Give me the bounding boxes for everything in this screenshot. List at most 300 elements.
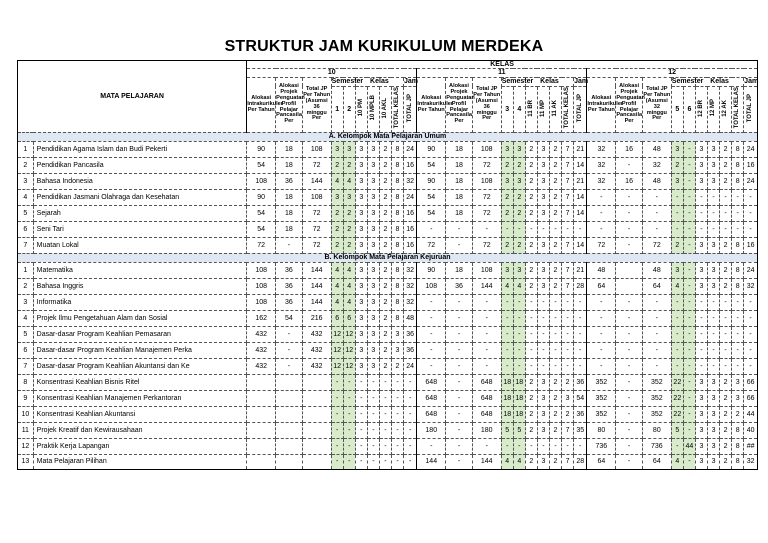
- table-cell: 8: [391, 157, 403, 173]
- table-cell: 108: [417, 278, 446, 294]
- table-cell: 72: [642, 237, 671, 253]
- table-cell: 32: [587, 141, 616, 157]
- table-cell: -: [720, 221, 732, 237]
- table-cell: -: [537, 438, 549, 454]
- table-cell: [276, 374, 303, 390]
- table-cell: 6: [343, 310, 355, 326]
- subject-name: Konsentrasi Keahlian Akuntansi: [33, 406, 247, 422]
- header-jam-12: Jam: [744, 78, 759, 86]
- table-cell: -: [446, 422, 473, 438]
- table-cell: -: [276, 326, 303, 342]
- table-cell: -: [525, 438, 537, 454]
- table-cell: -: [501, 358, 513, 374]
- row-number: 6: [18, 342, 34, 358]
- table-cell: 648: [472, 390, 501, 406]
- table-cell: -: [276, 358, 303, 374]
- table-cell: 90: [417, 262, 446, 278]
- table-cell: -: [367, 374, 379, 390]
- table-cell: 18: [276, 157, 303, 173]
- table-cell: 2: [549, 141, 561, 157]
- table-cell: 14: [574, 189, 587, 205]
- table-cell: -: [331, 438, 343, 454]
- table-cell: -: [707, 310, 719, 326]
- table-cell: 3: [343, 141, 355, 157]
- table-cell: 14: [574, 237, 587, 253]
- table-cell: 8: [391, 221, 403, 237]
- table-cell: -: [574, 342, 587, 358]
- table-cell: -: [355, 454, 367, 469]
- row-number: 3: [18, 173, 34, 189]
- table-cell: 32: [404, 173, 417, 189]
- table-cell: 3: [343, 189, 355, 205]
- table-cell: -: [446, 390, 473, 406]
- table-cell: -: [671, 310, 683, 326]
- table-cell: -: [446, 358, 473, 374]
- table-cell: -: [720, 310, 732, 326]
- table-cell: -: [732, 189, 744, 205]
- table-cell: [616, 262, 643, 278]
- table-cell: 18: [446, 205, 473, 221]
- table-cell: -: [513, 358, 525, 374]
- table-cell: 3: [695, 422, 707, 438]
- table-cell: 2: [525, 422, 537, 438]
- table-cell: -: [367, 438, 379, 454]
- table-cell: 7: [562, 189, 574, 205]
- header-col-12ak: [720, 86, 732, 132]
- row-number: 10: [18, 406, 34, 422]
- table-cell: 4: [331, 294, 343, 310]
- table-cell: 3: [367, 221, 379, 237]
- table-cell: 16: [744, 157, 758, 173]
- table-cell: -: [574, 358, 587, 374]
- table-cell: 3: [367, 310, 379, 326]
- table-cell: 3: [695, 454, 707, 469]
- table-cell: 6: [331, 310, 343, 326]
- table-cell: -: [501, 294, 513, 310]
- table-cell: 648: [417, 390, 446, 406]
- table-cell: [247, 422, 276, 438]
- header-12-br: 12 BR: [698, 99, 705, 117]
- table-cell: 648: [472, 406, 501, 422]
- table-cell: -: [720, 342, 732, 358]
- table-cell: 3: [707, 262, 719, 278]
- table-cell: 24: [404, 141, 417, 157]
- table-cell: 18: [276, 189, 303, 205]
- table-cell: 7: [562, 262, 574, 278]
- table-cell: 64: [642, 454, 671, 469]
- table-cell: 3: [367, 326, 379, 342]
- table-cell: -: [732, 358, 744, 374]
- row-number: 2: [18, 278, 34, 294]
- table-cell: 7: [562, 278, 574, 294]
- table-cell: 7: [562, 454, 574, 469]
- table-cell: -: [537, 358, 549, 374]
- table-row: [18, 189, 758, 205]
- table-cell: -: [525, 326, 537, 342]
- table-cell: 2: [720, 141, 732, 157]
- table-cell: 4: [671, 454, 683, 469]
- table-cell: 4: [331, 173, 343, 189]
- table-cell: -: [671, 342, 683, 358]
- table-cell: 8: [732, 454, 744, 469]
- table-cell: 3: [331, 141, 343, 157]
- header-col-11total: [562, 86, 574, 132]
- table-cell: -: [574, 310, 587, 326]
- table-cell: 108: [472, 173, 501, 189]
- table-cell: 2: [379, 262, 391, 278]
- table-cell: 432: [247, 342, 276, 358]
- table-cell: 36: [276, 262, 303, 278]
- table-cell: 2: [379, 221, 391, 237]
- table-cell: 44: [744, 406, 758, 422]
- table-cell: 2: [525, 278, 537, 294]
- table-cell: -: [707, 205, 719, 221]
- table-cell: 3: [367, 157, 379, 173]
- table-cell: -: [513, 310, 525, 326]
- table-cell: -: [695, 294, 707, 310]
- table-cell: -: [367, 390, 379, 406]
- subject-name: Pendidikan Agama Islam dan Budi Pekerti: [33, 141, 247, 157]
- table-cell: 7: [562, 422, 574, 438]
- table-cell: -: [683, 390, 695, 406]
- table-cell: 36: [276, 173, 303, 189]
- table-cell: -: [616, 294, 643, 310]
- subject-name: Muatan Lokal: [33, 237, 247, 253]
- table-cell: 4: [343, 262, 355, 278]
- table-cell: 3: [391, 342, 403, 358]
- table-cell: -: [472, 358, 501, 374]
- table-cell: -: [472, 342, 501, 358]
- table-cell: -: [446, 342, 473, 358]
- table-cell: 2: [379, 326, 391, 342]
- header-col-11mp: [537, 86, 549, 132]
- table-cell: 2: [343, 221, 355, 237]
- subject-name: Dasar-dasar Program Keahlian Manajemen Perka: [33, 342, 247, 358]
- table-cell: -: [707, 358, 719, 374]
- table-cell: 24: [404, 358, 417, 374]
- header-col-11ak: [549, 86, 561, 132]
- table-cell: 3: [537, 278, 549, 294]
- table-cell: -: [683, 237, 695, 253]
- table-cell: 3: [367, 342, 379, 358]
- header-projek-12: Alokasi Projek Penguatan Profil Pelajar Pancasila Per: [616, 77, 643, 132]
- table-cell: 54: [417, 157, 446, 173]
- subject-name: Projek Ilmu Pengetahuan Alam dan Sosial: [33, 310, 247, 326]
- table-cell: 3: [367, 278, 379, 294]
- table-cell: -: [537, 326, 549, 342]
- table-cell: [247, 454, 276, 469]
- table-cell: -: [391, 454, 403, 469]
- table-cell: 2: [343, 237, 355, 253]
- table-cell: -: [616, 454, 643, 469]
- header-col-12mp: [707, 86, 719, 132]
- table-cell: 18: [276, 221, 303, 237]
- table-cell: -: [732, 326, 744, 342]
- header-col-10akl: [379, 86, 391, 132]
- table-cell: -: [616, 189, 643, 205]
- table-cell: -: [446, 294, 473, 310]
- table-cell: -: [343, 422, 355, 438]
- subject-name: Pendidikan Jasmani Olahraga dan Kesehatan: [33, 189, 247, 205]
- table-cell: -: [513, 438, 525, 454]
- subject-name: Dasar-dasar Program Keahlian Pemasaran: [33, 326, 247, 342]
- table-cell: -: [707, 326, 719, 342]
- table-cell: 2: [379, 205, 391, 221]
- subject-name: Dasar-dasar Program Keahlian Akuntansi dan Ke: [33, 358, 247, 374]
- row-number: 7: [18, 358, 34, 374]
- header-10-akl: 10 AKL: [382, 97, 389, 119]
- table-cell: -: [587, 189, 616, 205]
- table-cell: -: [671, 326, 683, 342]
- table-cell: 80: [587, 422, 616, 438]
- table-cell: -: [562, 438, 574, 454]
- table-cell: 18: [446, 157, 473, 173]
- header-grade-11: 11: [417, 69, 587, 77]
- table-cell: 3: [355, 342, 367, 358]
- subject-name: Konsentrasi Keahlian Manajemen Perkantoran: [33, 390, 247, 406]
- table-cell: 18: [501, 406, 513, 422]
- table-cell: -: [683, 173, 695, 189]
- table-cell: [302, 390, 331, 406]
- table-cell: 72: [472, 157, 501, 173]
- header-11-ak: 11 AK: [552, 99, 559, 117]
- table-cell: 4: [343, 294, 355, 310]
- table-cell: 108: [247, 278, 276, 294]
- table-cell: -: [587, 294, 616, 310]
- table-cell: 3: [367, 205, 379, 221]
- subject-name: Seni Tari: [33, 221, 247, 237]
- table-cell: 18: [276, 141, 303, 157]
- table-cell: 28: [574, 278, 587, 294]
- table-cell: -: [732, 221, 744, 237]
- header-12-ak: 12 AK: [722, 99, 729, 117]
- table-cell: -: [391, 390, 403, 406]
- header-alokasi-11: Alokasi Intrakurikuler Per Tahun: [417, 77, 446, 132]
- table-cell: -: [671, 358, 683, 374]
- table-cell: -: [744, 358, 758, 374]
- table-cell: -: [683, 422, 695, 438]
- table-cell: 2: [549, 205, 561, 221]
- table-cell: 12: [343, 326, 355, 342]
- table-cell: 18: [501, 390, 513, 406]
- table-cell: 12: [331, 358, 343, 374]
- table-cell: -: [642, 189, 671, 205]
- table-cell: 66: [744, 390, 758, 406]
- header-projek-10: Alokasi Projek Penguatan Profil Pelajar Pancasila Per: [276, 77, 303, 132]
- table-cell: 3: [695, 390, 707, 406]
- table-cell: 352: [587, 374, 616, 390]
- table-cell: [302, 374, 331, 390]
- subject-name: Projek Kreatif dan Kewirausahaan: [33, 422, 247, 438]
- table-cell: 2: [549, 374, 561, 390]
- table-cell: -: [417, 310, 446, 326]
- table-cell: 2: [732, 406, 744, 422]
- table-cell: 3: [367, 141, 379, 157]
- table-cell: 144: [302, 294, 331, 310]
- table-cell: -: [695, 205, 707, 221]
- table-cell: 16: [616, 141, 643, 157]
- table-cell: 7: [562, 141, 574, 157]
- table-cell: -: [472, 438, 501, 454]
- table-cell: 36: [574, 374, 587, 390]
- table-cell: -: [744, 326, 758, 342]
- table-cell: [247, 438, 276, 454]
- table-cell: 2: [343, 205, 355, 221]
- table-cell: 144: [302, 173, 331, 189]
- table-cell: 32: [404, 262, 417, 278]
- table-cell: -: [472, 294, 501, 310]
- table-cell: -: [616, 438, 643, 454]
- table-cell: -: [695, 358, 707, 374]
- table-cell: 16: [616, 173, 643, 189]
- table-cell: 32: [404, 294, 417, 310]
- table-cell: 108: [247, 294, 276, 310]
- table-cell: 90: [417, 141, 446, 157]
- table-cell: 54: [574, 390, 587, 406]
- table-cell: 3: [355, 205, 367, 221]
- table-cell: -: [616, 422, 643, 438]
- table-cell: 48: [642, 262, 671, 278]
- table-cell: -: [616, 358, 643, 374]
- table-cell: 3: [695, 141, 707, 157]
- table-cell: [616, 278, 643, 294]
- table-cell: -: [683, 294, 695, 310]
- table-cell: -: [642, 205, 671, 221]
- table-cell: 144: [302, 262, 331, 278]
- table-cell: -: [525, 310, 537, 326]
- table-cell: -: [404, 454, 417, 469]
- table-cell: 8: [732, 141, 744, 157]
- table-cell: -: [391, 374, 403, 390]
- table-cell: -: [404, 374, 417, 390]
- table-cell: -: [446, 310, 473, 326]
- header-sem-5: 5: [671, 86, 683, 132]
- row-number: 11: [18, 422, 34, 438]
- table-cell: [302, 454, 331, 469]
- table-cell: 2: [549, 406, 561, 422]
- table-cell: 80: [642, 422, 671, 438]
- table-cell: 7: [562, 157, 574, 173]
- table-cell: -: [683, 342, 695, 358]
- table-cell: 16: [744, 237, 758, 253]
- subject-name: Sejarah: [33, 205, 247, 221]
- table-cell: -: [501, 221, 513, 237]
- table-cell: 2: [720, 278, 732, 294]
- row-number: 1: [18, 262, 34, 278]
- table-cell: 8: [391, 189, 403, 205]
- header-total-jp-10: Total JP Per Tahun (Asumsi 36 minggu Per: [302, 77, 331, 132]
- table-cell: 2: [549, 237, 561, 253]
- table-cell: -: [732, 294, 744, 310]
- header-semester-10: Semester: [331, 78, 364, 86]
- table-cell: 3: [355, 294, 367, 310]
- table-cell: 22: [671, 374, 683, 390]
- table-cell: 90: [417, 173, 446, 189]
- table-row: [18, 358, 758, 374]
- table-cell: 3: [355, 358, 367, 374]
- table-cell: -: [587, 221, 616, 237]
- table-cell: 2: [525, 237, 537, 253]
- table-cell: [302, 422, 331, 438]
- table-cell: 2: [379, 358, 391, 374]
- table-cell: 72: [247, 237, 276, 253]
- table-cell: -: [732, 205, 744, 221]
- table-cell: 2: [513, 237, 525, 253]
- table-cell: 3: [537, 262, 549, 278]
- table-cell: 144: [417, 454, 446, 469]
- table-row: [18, 205, 758, 221]
- table-cell: -: [417, 294, 446, 310]
- table-cell: 5: [501, 422, 513, 438]
- table-cell: 24: [404, 189, 417, 205]
- table-cell: 48: [404, 310, 417, 326]
- table-cell: 8: [391, 262, 403, 278]
- table-cell: -: [513, 326, 525, 342]
- header-12-mp: 12 MP: [710, 99, 717, 117]
- table-cell: -: [562, 342, 574, 358]
- table-cell: 352: [642, 406, 671, 422]
- table-row: [18, 390, 758, 406]
- table-cell: -: [501, 438, 513, 454]
- table-cell: 3: [367, 358, 379, 374]
- table-cell: -: [587, 326, 616, 342]
- header-sem-2: 2: [343, 86, 355, 132]
- table-cell: 2: [720, 262, 732, 278]
- table-cell: [276, 438, 303, 454]
- table-cell: 3: [537, 390, 549, 406]
- table-cell: -: [720, 189, 732, 205]
- table-cell: 180: [472, 422, 501, 438]
- table-cell: 2: [671, 237, 683, 253]
- table-cell: 2: [379, 173, 391, 189]
- table-cell: 36: [404, 326, 417, 342]
- table-cell: -: [683, 141, 695, 157]
- table-cell: -: [683, 374, 695, 390]
- table-cell: 3: [537, 454, 549, 469]
- table-cell: 3: [355, 157, 367, 173]
- table-cell: -: [574, 438, 587, 454]
- table-row: [18, 454, 758, 469]
- table-cell: -: [331, 422, 343, 438]
- table-cell: 432: [302, 342, 331, 358]
- table-cell: 2: [720, 438, 732, 454]
- table-cell: -: [616, 237, 643, 253]
- table-cell: -: [404, 390, 417, 406]
- table-cell: 3: [671, 262, 683, 278]
- table-cell: 2: [720, 374, 732, 390]
- header-col-11jp: [574, 86, 587, 132]
- table-cell: ##: [744, 438, 758, 454]
- table-cell: 5: [671, 422, 683, 438]
- table-cell: 3: [695, 438, 707, 454]
- table-cell: 3: [367, 173, 379, 189]
- table-cell: 24: [744, 262, 758, 278]
- table-cell: 2: [379, 278, 391, 294]
- table-cell: 35: [574, 422, 587, 438]
- table-cell: 72: [587, 237, 616, 253]
- table-cell: 432: [247, 358, 276, 374]
- table-cell: [302, 438, 331, 454]
- table-cell: -: [391, 422, 403, 438]
- table-cell: 3: [537, 422, 549, 438]
- table-cell: 2: [379, 310, 391, 326]
- table-cell: 4: [671, 278, 683, 294]
- table-cell: -: [379, 374, 391, 390]
- table-cell: 8: [732, 157, 744, 173]
- table-cell: -: [683, 310, 695, 326]
- table-cell: 2: [549, 390, 561, 406]
- table-cell: 18: [501, 374, 513, 390]
